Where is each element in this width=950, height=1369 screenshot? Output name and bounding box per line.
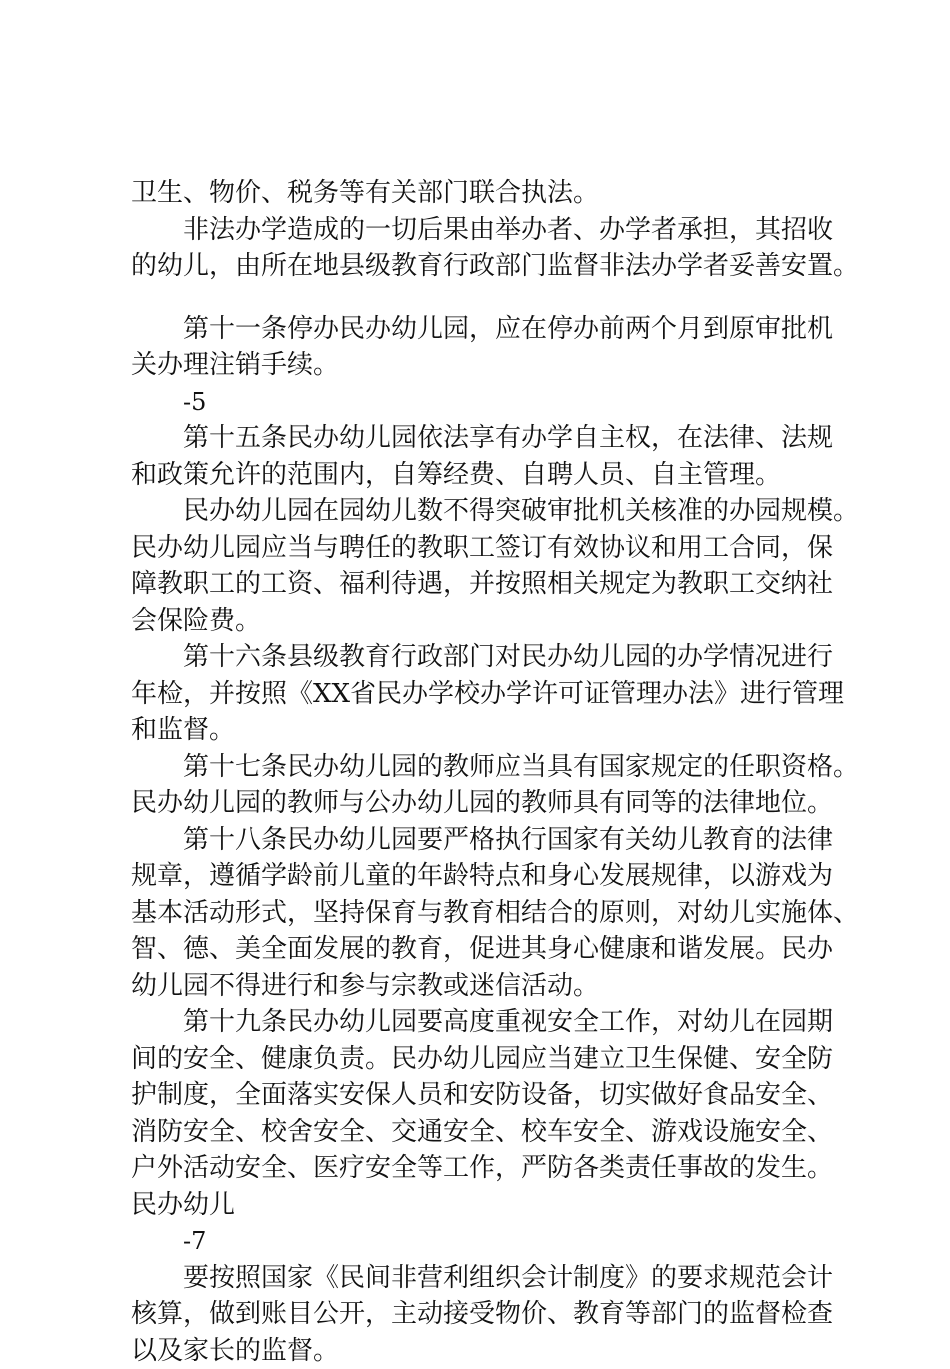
text-line: 护制度，全面落实安保人员和安防设备，切实做好食品安全、 xyxy=(131,1077,851,1114)
text-line: 以及家长的监督。 xyxy=(131,1333,851,1369)
text-line: 规章，遵循学龄前儿童的年龄特点和身心发展规律，以游戏为 xyxy=(131,858,851,895)
text-line: 基本活动形式，坚持保育与教育相结合的原则，对幼儿实施体、 xyxy=(131,895,851,932)
text-line: 第十一条停办民办幼儿园，应在停办前两个月到原审批机 xyxy=(131,311,851,348)
text-line: 关办理注销手续。 xyxy=(131,347,851,384)
text-line: 卫生、物价、税务等有关部门联合执法。 xyxy=(131,175,851,212)
text-line: 第十九条民办幼儿园要高度重视安全工作，对幼儿在园期 xyxy=(131,1004,851,1041)
text-line: 和监督。 xyxy=(131,712,851,749)
page-number: -7 xyxy=(131,1223,851,1260)
text-line: 民办幼儿园在园幼儿数不得突破审批机关核准的办园规模。 xyxy=(131,493,851,530)
text-line: 要按照国家《民间非营利组织会计制度》的要求规范会计 xyxy=(131,1260,851,1297)
text-line: 会保险费。 xyxy=(131,603,851,640)
text-line: 间的安全、健康负责。民办幼儿园应当建立卫生保健、安全防 xyxy=(131,1041,851,1078)
paragraph-gap xyxy=(131,285,851,311)
text-line: 民办幼儿 xyxy=(131,1187,851,1224)
page-number: -5 xyxy=(131,384,851,421)
document-body xyxy=(131,175,851,1369)
text-line: 消防安全、校舍安全、交通安全、校车安全、游戏设施安全、 xyxy=(131,1114,851,1151)
text-line: 的幼儿，由所在地县级教育行政部门监督非法办学者妥善安置。 xyxy=(131,248,851,285)
text-line: 障教职工的工资、福利待遇，并按照相关规定为教职工交纳社 xyxy=(131,566,851,603)
text-line: 第十七条民办幼儿园的教师应当具有国家规定的任职资格。 xyxy=(131,749,851,786)
text-line: 户外活动安全、医疗安全等工作，严防各类责任事故的发生。 xyxy=(131,1150,851,1187)
text-line: 第十五条民办幼儿园依法享有办学自主权，在法律、法规 xyxy=(131,420,851,457)
text-line: 幼儿园不得进行和参与宗教或迷信活动。 xyxy=(131,968,851,1005)
text-line: 非法办学造成的一切后果由举办者、办学者承担，其招收 xyxy=(131,212,851,249)
text-line: 民办幼儿园的教师与公办幼儿园的教师具有同等的法律地位。 xyxy=(131,785,851,822)
text-line: 第十八条民办幼儿园要严格执行国家有关幼儿教育的法律 xyxy=(131,822,851,859)
text-line: 智、德、美全面发展的教育，促进其身心健康和谐发展。民办 xyxy=(131,931,851,968)
text-line: 和政策允许的范围内，自筹经费、自聘人员、自主管理。 xyxy=(131,457,851,494)
text-line: 第十六条县级教育行政部门对民办幼儿园的办学情况进行 xyxy=(131,639,851,676)
text-line: 民办幼儿园应当与聘任的教职工签订有效协议和用工合同，保 xyxy=(131,530,851,567)
text-line: 年检，并按照《XX省民办学校办学许可证管理办法》进行管理 xyxy=(131,676,851,713)
text-line: 核算，做到账目公开，主动接受物价、教育等部门的监督检查 xyxy=(131,1296,851,1333)
